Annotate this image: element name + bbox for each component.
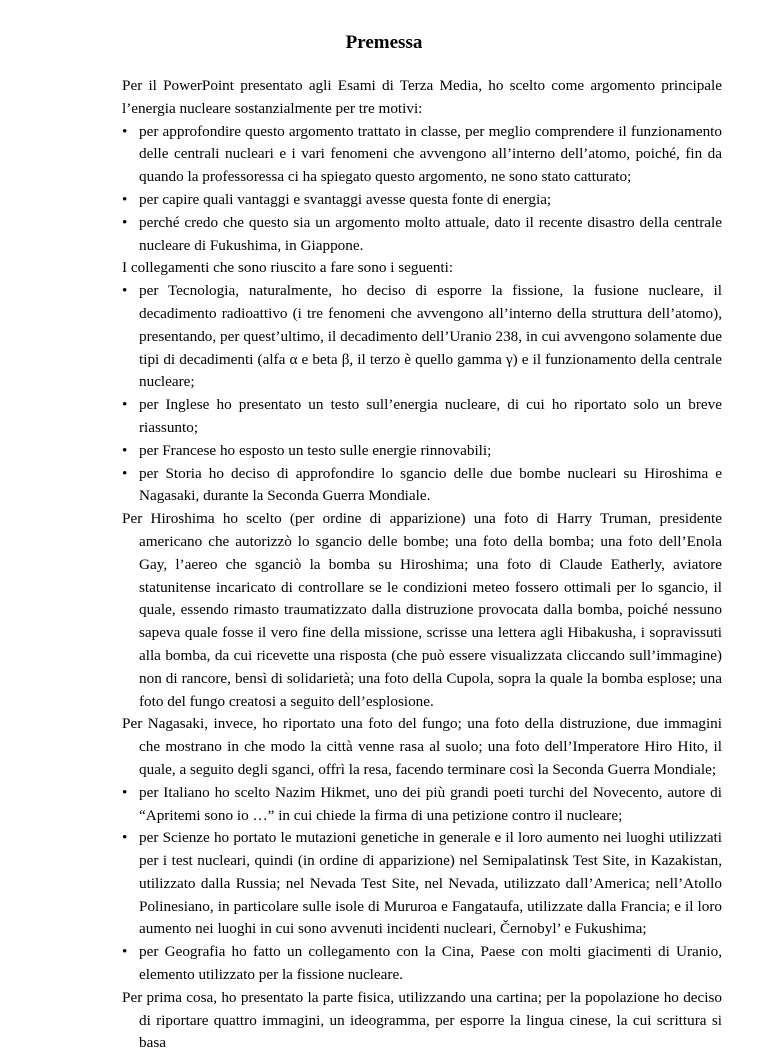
bullet-text: per Geografia ho fatto un collegamento con la Cina, Paese con molti giacimenti di Uranio, elemento utilizzato per la fissione nucleare. — [139, 943, 722, 984]
bullet-text: per capire quali vantaggi e svantaggi avesse questa fonte di energia; — [139, 190, 552, 208]
bullet-icon: • — [122, 122, 128, 140]
bullet-icon: • — [122, 190, 128, 208]
bullet-icon: • — [122, 441, 128, 459]
bullet-icon: • — [122, 783, 128, 801]
bullet-item — [122, 212, 722, 258]
bullet-icon: • — [122, 464, 128, 482]
bullet-text: per Italiano ho scelto Nazim Hikmet, uno dei più grandi poeti turchi del Novecento, autore di “Apritemi sono io …” in cui chiede la firma di una petizione contro il nucleare; — [139, 783, 722, 824]
bullet-text: perché credo che questo sia un argomento molto attuale, dato il recente disastro della centrale nucleare di Fukushima, in Giappone. — [139, 213, 722, 254]
bullet-icon: • — [122, 829, 128, 847]
bullet-item — [122, 394, 722, 440]
bullet-text: per Francese ho esposto un testo sulle energie rinnovabili; — [139, 441, 492, 459]
bullet-item — [122, 827, 722, 941]
paragraph: I collegamenti che sono riuscito a fare sono i seguenti: — [122, 259, 454, 277]
page-title: Premessa — [345, 32, 423, 53]
bullet-item — [122, 440, 722, 463]
paragraph: Per Nagasaki, invece, ho riportato una foto del fungo; una foto della distruzione, due immagini che mostrano in che modo la città venne rasa al suolo; una foto dell’Imperatore Hiro Hito, il quale, a seguito degli sganci, offrì la resa, facendo terminare così la Seconda Guerra Mondiale; — [122, 715, 722, 778]
paragraph: Per Hiroshima ho scelto (per ordine di apparizione) una foto di Harry Truman, presidente americano che autorizzò lo sgancio delle bombe; una foto della bomba; una foto dell’Enola Gay, l’aereo che sganciò la bomba su Hiroshima; una foto di Claude Eatherly, aviatore statunitense incaricato di controllare se le condizioni meteo fossero ottimali per lo sgancio, il quale, essendo rimasto traumatizzato dalla distruzione provocata dalla bomba, poiché nessuno sapeva quale fosse il vero fine della missione, scrisse una lettera agli Hibakusha, i sopravissuti alla bomba, da cui ricevette una risposta (che può essere visualizzata cliccando sull’immagine) non di rancore, bensì di solidarietà; una foto della Cupola, sopra la quale la bomba esplose; una foto del fungo creatosi a seguito dell’esplosione. — [122, 510, 722, 710]
bullet-icon: • — [122, 396, 128, 414]
bullet-item — [122, 280, 722, 394]
bullet-text: per Scienze ho portato le mutazioni genetiche in generale e il loro aumento nei luoghi utilizzati per i test nucleari, quindi (in ordine di apparizione) nel Semipalatinsk Test Site, in Kazakistan, utilizzato dalla Russia; nel Nevada Test Site, nel Nevada, utilizzato dall’America; nell’Atollo Polinesiano, in particolare sulle isole di Mururoa e Fangataufa, utilizzate dalla Francia; e il loro aumento nei luoghi in cui sono avvenuti incidenti nucleari, Černobyl’ e Fukushima; — [139, 829, 722, 938]
bullet-icon: • — [122, 213, 128, 231]
bullet-text: per Tecnologia, naturalmente, ho deciso di esporre la fissione, la fusione nucleare, il decadimento radioattivo (i tre fenomeni che avvengono all’interno della struttura dell’atomo), presentando, per quest’ultimo, il decadimento dell’Uranio 238, in cui avvengono solamente due tipi di decadimenti (alfa α e beta β, il terzo è quello gamma γ) e il funzionamento della centrale nucleare; — [139, 282, 722, 391]
bullet-item — [122, 189, 722, 212]
bullet-text: per approfondire questo argomento trattato in classe, per meglio comprendere il funzionamento delle centrali nucleari e i vari fenomeni che avvengono all’interno dell’atomo, poiché, fin da quando la professoressa ci ha spiegato questo argomento, ne sono stato catturato; — [139, 122, 722, 186]
bullet-icon: • — [122, 282, 128, 300]
bullet-icon: • — [122, 943, 128, 961]
bullet-item — [122, 941, 722, 987]
bullet-text: per Storia ho deciso di approfondire lo sgancio delle due bombe nucleari su Hiroshima e Nagasaki, durante la Seconda Guerra Mondiale. — [139, 464, 722, 505]
bullet-item — [122, 463, 722, 509]
paragraph: Per il PowerPoint presentato agli Esami di Terza Media, ho scelto come argomento principale l’energia nucleare sostanzialmente per tre motivi: — [122, 77, 722, 117]
bullet-text: per Inglese ho presentato un testo sull’energia nucleare, di cui ho riportato solo un breve riassunto; — [139, 396, 722, 436]
bullet-item — [122, 121, 722, 189]
paragraph: Per prima cosa, ho presentato la parte fisica, utilizzando una cartina; per la popolazione ho deciso di riportare quattro immagini, un ideogramma, per esporre la lingua cinese, la cui scrittura si basa — [122, 988, 722, 1052]
bullet-item — [122, 782, 722, 828]
document-body — [122, 75, 722, 1055]
